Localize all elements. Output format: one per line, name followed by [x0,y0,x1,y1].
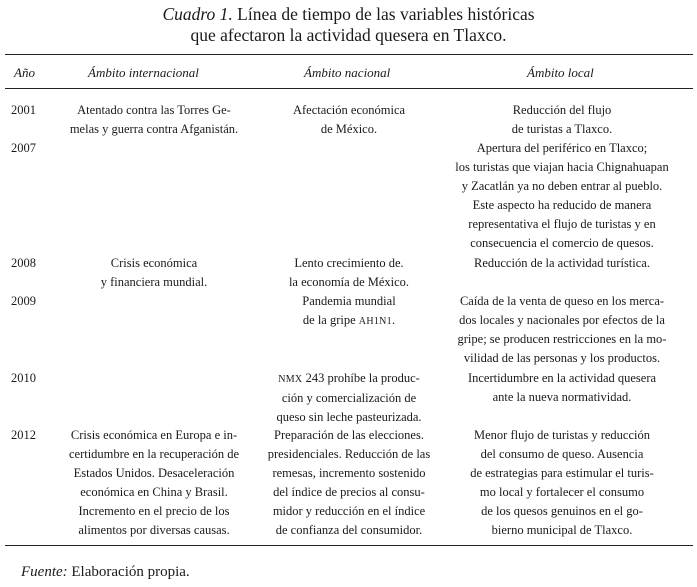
year-2010: 2010 [11,371,36,385]
year-2001: 2001 [11,103,36,117]
caption-title-line2: que afectaron la actividad quesera en Tlaxco. [190,25,507,45]
local-2012: Menor flujo de turistas y reducción del consumo de queso. Ausencia de estrategias para estimular el turis- mo local y fortalecer el consumo de los quesos genuinos en el go- bierno municipal de Tlaxco. [470,428,654,537]
local-2009: Caída de la venta de queso en los merca- dos locales y nacionales por efectos de la gripe; se producen restricciones en la mo- vilidad de las personas y los productos. [457,294,667,365]
national-2009-text: Pandemia mundial de la gripe [302,294,396,327]
year-2007: 2007 [11,141,36,155]
header-rule [5,88,693,89]
national-2010-text: 243 prohíbe la produc- ción y comercialización de queso sin leche pasteurizada. [276,371,422,424]
bottom-rule [5,545,693,546]
header-year: Año [14,65,35,80]
caption-title-line1: Línea de tiempo de las variables históricas [232,4,535,24]
source-note [21,563,190,581]
national-2009-virus: AH1N1 [358,316,392,327]
local-2001: Reducción del flujo de turistas a Tlaxco. [511,103,613,136]
source-label: Fuente: [21,564,68,580]
local-2008: Reducción de la actividad turística. [474,256,650,270]
caption-label: Cuadro 1. [162,4,233,24]
national-2001: Afectación económica de México. [292,103,406,136]
year-2009: 2009 [11,294,36,308]
year-2008: 2008 [11,256,36,270]
source-text: Elaboración propia. [67,564,190,580]
year-2012: 2012 [11,428,36,442]
international-2012: Crisis económica en Europa e in- certidumbre en la recuperación de Estados Unidos. Desaceleración económica en China y Brasil. Incremento en el precio de los alimentos por diversas causas. [68,428,240,537]
international-2001: Atentado contra las Torres Ge- melas y guerra contra Afganistán. [69,103,239,136]
table-caption [0,4,697,46]
international-2008: Crisis económica y financiera mundial. [100,256,208,289]
national-2009-end: . [391,313,396,327]
header-local: Ámbito local [527,65,594,80]
local-2007: Apertura del periférico en Tlaxco; los turistas que viajan hacia Chignahuapan y Zacatlán ya no deben entrar al pueblo. Este aspecto ha reducido de manera representativa el flujo de turistas y en consecuencia el comercio de quesos. [455,141,669,250]
national-2010 [262,369,436,427]
national-2008: Lento crecimiento de. la economía de México. [288,256,410,289]
national-2010-norm: NMX [278,374,303,385]
header-national: Ámbito nacional [304,65,391,80]
national-2009 [262,292,436,331]
local-2010: Incertidumbre en la actividad quesera ante la nueva normatividad. [467,371,657,404]
top-rule [5,54,693,55]
national-2012: Preparación de las elecciones. presidenciales. Reducción de las remesas, incremento sostenido del índice de precios al consu- midor y reducción en el índice de confianza del consumidor. [267,428,431,537]
header-international: Ámbito internacional [88,65,199,80]
